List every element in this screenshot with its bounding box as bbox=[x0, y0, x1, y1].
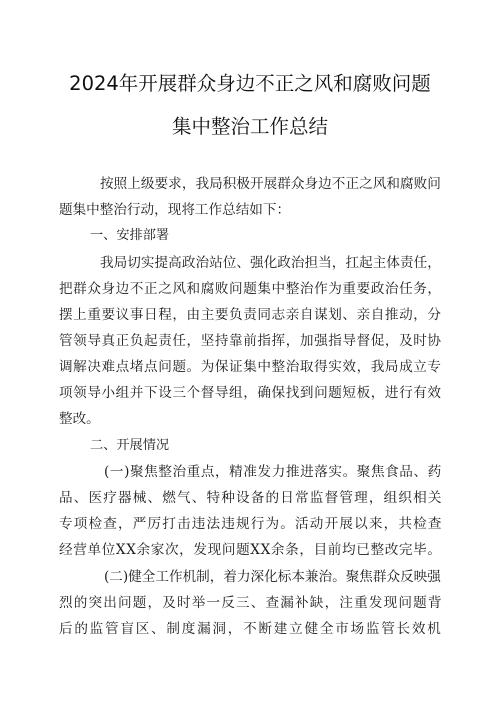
section-1-line-6: 项领导小组并下设三个督导组，确保找到问题短板，进行有效 bbox=[59, 385, 442, 401]
intro-line-2: 题集中整治行动，现将工作总结如下： bbox=[59, 202, 291, 218]
section-1-line-7: 整改。 bbox=[59, 411, 100, 427]
section-2-heading: 二、开展情况 bbox=[90, 438, 170, 453]
section-1-line-1: 我局切实提高政治站位、强化政治担当，扛起主体责任， bbox=[100, 255, 441, 271]
section-1-line-3: 摆上重要议事日程，由主要负责同志亲自谋划、亲自推动，分 bbox=[59, 307, 442, 323]
section-2-p1-line-4: 经营单位XX余家次，发现问题XX余条，目前均已整改完毕。 bbox=[59, 542, 442, 558]
section-1-line-4: 管领导真正负起责任，坚持靠前指挥，加强指导督促，及时协 bbox=[59, 333, 442, 349]
intro-line-1: 按照上级要求，我局积极开展群众身边不正之风和腐败问 bbox=[100, 176, 441, 192]
section-1-line-2: 把群众身边不正之风和腐败问题集中整治作为重要政治任务， bbox=[59, 281, 442, 297]
section-1-line-5: 调解决难点堵点问题。为保证集中整治取得实效，我局成立专 bbox=[59, 359, 442, 375]
section-2-p1-line-1: (一)聚焦整治重点，精准发力推进落实。聚焦食品、药 bbox=[104, 464, 442, 480]
section-1-heading: 一、安排部署 bbox=[90, 228, 170, 243]
section-2-p2-line-2: 烈的突出问题，及时举一反三、查漏补缺，注重发现问题背 bbox=[59, 595, 443, 611]
section-2-p1-line-3: 专项检查，严厉打击违法违规行为。活动开展以来，共检查 bbox=[59, 516, 443, 532]
section-2-p1-line-2: 品、医疗器械、燃气、特种设备的日常监督管理，组织相关 bbox=[59, 490, 443, 506]
section-2-p2-line-1: (二)健全工作机制，着力深化标本兼治。聚焦群众反映强 bbox=[104, 569, 441, 585]
document-title-line-2: 集中整治工作总结 bbox=[171, 115, 328, 138]
section-2-p2-line-3: 后的监管盲区、制度漏洞，不断建立健全市场监管长效机 bbox=[59, 621, 443, 637]
document-title-line-1: 2024年开展群众身边不正之风和腐败问题 bbox=[69, 72, 431, 95]
